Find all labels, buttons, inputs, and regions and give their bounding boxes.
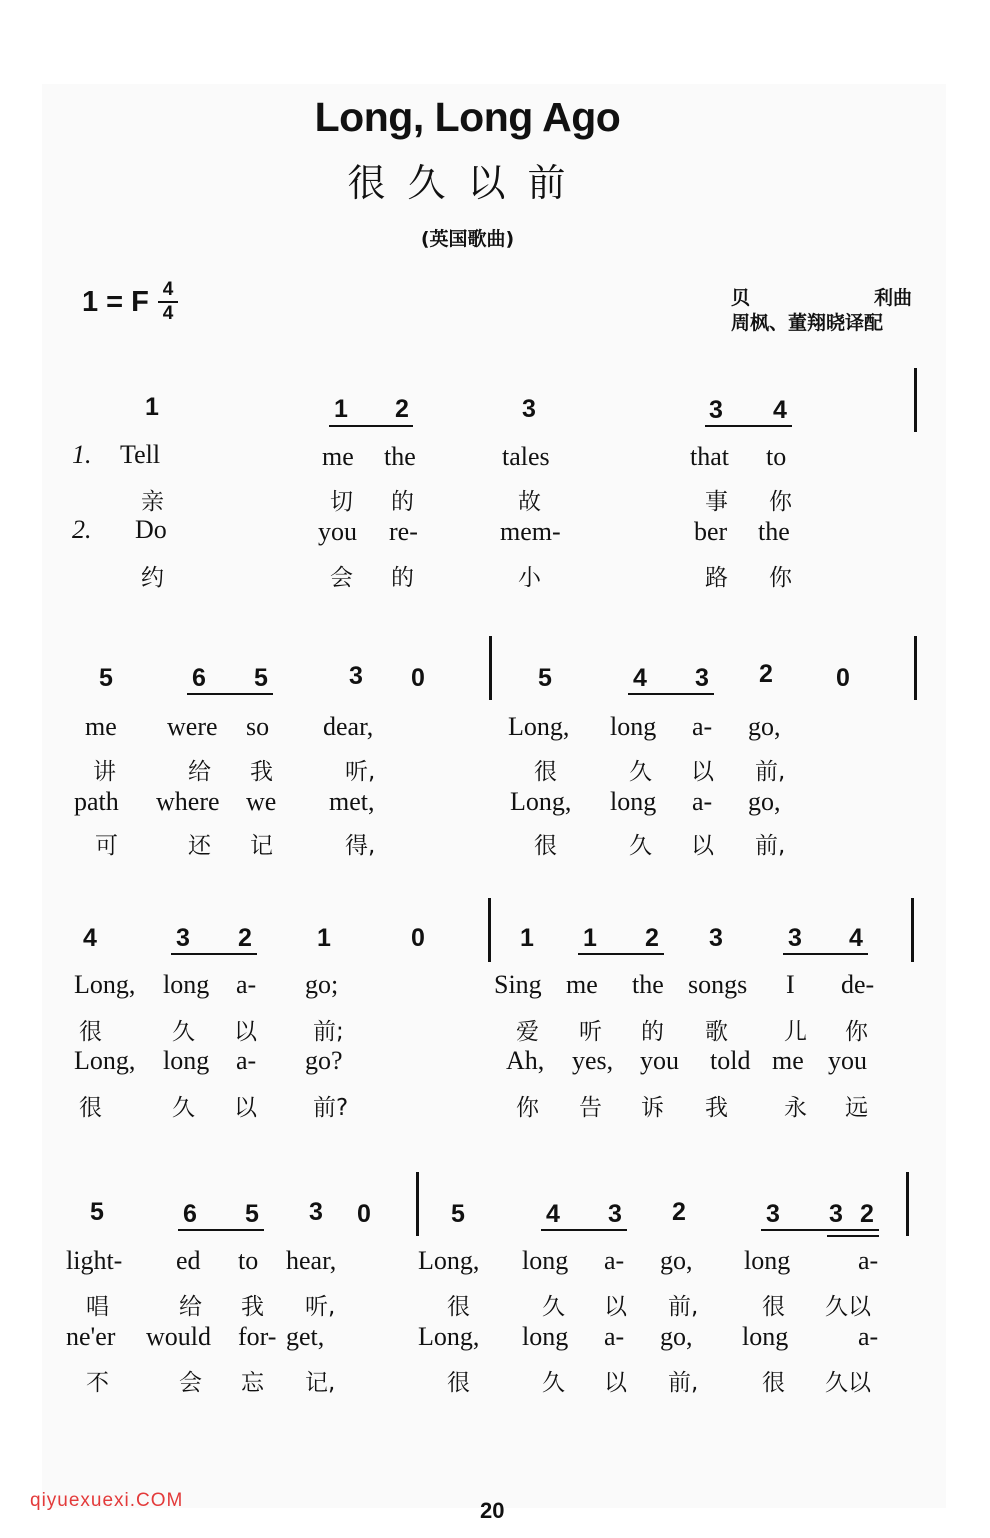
composer-surname: 贝 (731, 287, 751, 309)
note: 4 (773, 396, 787, 424)
lyric-word: Long, (510, 787, 572, 816)
lyric-word: you (318, 517, 357, 546)
lyric-word: long (522, 1246, 569, 1275)
song-title: Long, Long Ago (314, 94, 621, 140)
lyric-char: 你 (769, 489, 792, 515)
lyric-char: 久 (629, 759, 652, 785)
note: 5 (245, 1200, 259, 1228)
lyric-char: 会 (330, 565, 353, 591)
lyric-word: songs (688, 970, 748, 999)
lyric-word: ne'er (66, 1322, 116, 1351)
verse-label: 1. (72, 440, 92, 469)
lyric-word: you (828, 1046, 867, 1075)
key-signature: 1 = F (82, 286, 149, 318)
lyric-char: 得, (345, 833, 376, 859)
lyric-char: 记 (250, 833, 273, 859)
lyric-word: so (246, 712, 270, 741)
lyric-word: a- (692, 787, 713, 816)
lyric-char: 听 (579, 1019, 602, 1045)
lyric-word: you (640, 1046, 679, 1075)
lyric-word: go, (748, 712, 781, 741)
note: 2 (860, 1200, 874, 1228)
lyric-char: 儿 (784, 1019, 807, 1045)
note: 0 (357, 1200, 371, 1228)
lyric-word: dear, (323, 712, 374, 741)
lyric-word: light- (66, 1246, 123, 1275)
lyric-word: the (632, 970, 664, 999)
eighth-beam (329, 425, 413, 427)
lyric-char: 唱 (86, 1294, 109, 1320)
note: 1 (145, 393, 159, 421)
eighth-beam (628, 693, 714, 695)
lyric-char: 前, (668, 1370, 699, 1396)
bar-line (914, 636, 917, 700)
bar-line (911, 898, 914, 962)
lyric-char: 忘 (241, 1370, 264, 1396)
note: 3 (695, 664, 709, 692)
lyric-word: met, (329, 787, 375, 816)
lyric-word: a- (236, 970, 257, 999)
lyric-char: 前, (755, 833, 786, 859)
note: 3 (176, 924, 190, 952)
lyric-word: mem- (500, 517, 561, 546)
note: 5 (254, 664, 268, 692)
time-signature-bottom: 4 (162, 303, 174, 324)
time-signature (158, 280, 178, 324)
lyric-word: that (690, 442, 729, 471)
lyric-word: go? (305, 1046, 343, 1075)
note: 5 (451, 1200, 465, 1228)
lyric-char: 你 (769, 565, 792, 591)
lyric-char: 故 (518, 489, 541, 515)
lyric-char: 听, (305, 1294, 336, 1320)
note: 5 (538, 664, 552, 692)
lyric-word: a- (692, 712, 713, 741)
lyric-word: long (744, 1246, 791, 1275)
lyric-word: Tell (120, 440, 161, 469)
lyric-char: 给 (179, 1294, 202, 1320)
lyric-word: a- (604, 1322, 625, 1351)
lyric-word: tales (502, 442, 550, 471)
lyric-word: get, (286, 1322, 325, 1351)
lyric-char: 给 (188, 759, 211, 785)
lyric-char: 前, (755, 759, 786, 785)
lyric-word: to (238, 1246, 259, 1275)
composer-given: 利曲 (874, 287, 913, 309)
note: 2 (395, 395, 409, 423)
note: 4 (546, 1200, 560, 1228)
lyric-word: long (610, 712, 657, 741)
lyric-char: 的 (391, 565, 414, 591)
lyric-char: 永 (784, 1095, 807, 1121)
eighth-beam (578, 953, 664, 955)
lyric-char: 前? (313, 1095, 349, 1121)
lyric-word: to (766, 442, 787, 471)
lyric-word: go; (305, 970, 339, 999)
lyric-word: long (163, 1046, 210, 1075)
lyric-word: go, (660, 1322, 693, 1351)
lyric-char: 诉 (641, 1095, 664, 1121)
lyric-char: 我 (250, 759, 273, 785)
lyric-word: Long, (74, 970, 136, 999)
lyric-char: 我 (241, 1294, 264, 1320)
eighth-beam (178, 1229, 264, 1231)
lyric-char: 久以 (825, 1294, 871, 1320)
lyric-word: go, (748, 787, 781, 816)
bar-line (906, 1172, 909, 1236)
lyric-char: 很 (79, 1095, 102, 1121)
lyric-char: 前, (668, 1294, 699, 1320)
lyric-word: the (758, 517, 790, 546)
note: 4 (849, 924, 863, 952)
lyric-char: 还 (188, 833, 211, 859)
bar-line (416, 1172, 419, 1236)
eighth-beam (761, 1229, 879, 1231)
lyric-char: 爱 (516, 1019, 539, 1045)
lyric-char: 前; (313, 1019, 344, 1045)
page-number: 20 (480, 1498, 505, 1523)
note: 3 (522, 395, 536, 423)
note: 2 (645, 924, 659, 952)
lyric-char: 久以 (825, 1370, 871, 1396)
note: 4 (633, 664, 647, 692)
lyric-char: 远 (845, 1095, 868, 1121)
note: 1 (583, 924, 597, 952)
verse-label: 2. (72, 515, 92, 544)
eighth-beam (171, 953, 257, 955)
note: 3 (829, 1200, 843, 1228)
lyric-word: the (384, 442, 416, 471)
note: 3 (349, 662, 363, 690)
lyric-char: 会 (179, 1370, 202, 1396)
note: 0 (836, 664, 850, 692)
lyric-char: 久 (172, 1095, 195, 1121)
song-title-chinese: 很久以前 (347, 161, 588, 205)
translators: 周枫、董翔晓译配 (731, 312, 884, 334)
lyric-char: 久 (629, 833, 652, 859)
lyric-char: 以 (234, 1095, 257, 1121)
lyric-word: long (522, 1322, 569, 1351)
lyric-word: long (742, 1322, 789, 1351)
lyric-word: I (786, 970, 795, 999)
bar-line (489, 636, 492, 700)
lyric-word: hear, (286, 1246, 337, 1275)
lyric-word: for- (238, 1322, 277, 1351)
song-origin: (英国歌曲) (420, 228, 515, 250)
lyric-word: yes, (572, 1046, 614, 1075)
note: 3 (709, 396, 723, 424)
lyric-word: a- (858, 1322, 879, 1351)
time-signature-top: 4 (162, 279, 174, 300)
lyric-char: 不 (86, 1370, 109, 1396)
lyric-word: go, (660, 1246, 693, 1275)
lyric-char: 很 (762, 1294, 785, 1320)
lyric-char: 约 (141, 565, 164, 591)
lyric-word: Sing (494, 970, 542, 999)
lyric-char: 很 (534, 759, 557, 785)
lyric-char: 很 (534, 833, 557, 859)
lyric-word: Long, (74, 1046, 136, 1075)
lyric-word: Ah, (506, 1046, 545, 1075)
note: 6 (183, 1200, 197, 1228)
note: 1 (520, 924, 534, 952)
note: 3 (709, 924, 723, 952)
lyric-word: Do (135, 515, 167, 544)
lyric-char: 你 (845, 1019, 868, 1045)
lyric-word: path (74, 787, 119, 816)
lyric-char: 以 (691, 759, 714, 785)
lyric-char: 很 (447, 1370, 470, 1396)
lyric-word: me (85, 712, 117, 741)
lyric-word: would (146, 1322, 211, 1351)
lyric-char: 久 (542, 1370, 565, 1396)
lyric-char: 我 (705, 1095, 728, 1121)
eighth-beam (187, 693, 273, 695)
eighth-beam (705, 425, 792, 427)
lyric-char: 的 (641, 1019, 664, 1045)
lyric-word: we (246, 787, 277, 816)
note: 3 (309, 1198, 323, 1226)
lyric-word: me (772, 1046, 804, 1075)
lyric-char: 讲 (93, 759, 116, 785)
note: 1 (334, 395, 348, 423)
note: 3 (608, 1200, 622, 1228)
lyric-char: 久 (542, 1294, 565, 1320)
eighth-beam (783, 953, 868, 955)
lyric-char: 很 (762, 1370, 785, 1396)
lyric-word: where (156, 787, 220, 816)
note: 2 (759, 660, 773, 688)
lyric-char: 可 (95, 833, 118, 859)
lyric-char: 告 (579, 1095, 602, 1121)
lyric-char: 很 (447, 1294, 470, 1320)
note: 1 (317, 924, 331, 952)
lyric-word: a- (604, 1246, 625, 1275)
note: 3 (788, 924, 802, 952)
sixteenth-beam (827, 1235, 879, 1237)
lyric-word: were (167, 712, 218, 741)
site-watermark: qiyuexuexi.COM (30, 1490, 184, 1511)
lyric-word: Long, (418, 1322, 480, 1351)
lyric-char: 歌 (705, 1019, 728, 1045)
lyric-word: Long, (418, 1246, 480, 1275)
lyric-char: 切 (330, 489, 353, 515)
note: 2 (238, 924, 252, 952)
lyric-char: 事 (705, 489, 728, 515)
lyric-word: de- (841, 970, 875, 999)
eighth-beam (541, 1229, 627, 1231)
lyric-char: 的 (391, 489, 414, 515)
note: 5 (99, 664, 113, 692)
lyric-char: 以 (691, 833, 714, 859)
lyric-char: 以 (234, 1019, 257, 1045)
note: 2 (672, 1198, 686, 1226)
lyric-char: 你 (516, 1095, 539, 1121)
lyric-word: me (566, 970, 598, 999)
bar-line (914, 368, 917, 432)
note: 4 (83, 924, 97, 952)
note: 3 (766, 1200, 780, 1228)
lyric-char: 很 (79, 1019, 102, 1045)
note: 5 (90, 1198, 104, 1226)
note: 0 (411, 664, 425, 692)
lyric-word: told (710, 1046, 751, 1075)
lyric-char: 亲 (141, 489, 164, 515)
lyric-word: Long, (508, 712, 570, 741)
lyric-char: 听, (345, 759, 376, 785)
note: 6 (192, 664, 206, 692)
lyric-char: 小 (518, 565, 541, 591)
lyric-word: long (610, 787, 657, 816)
note: 0 (411, 924, 425, 952)
lyric-word: a- (858, 1246, 879, 1275)
lyric-word: ed (176, 1246, 201, 1275)
lyric-word: ber (694, 517, 728, 546)
lyric-char: 记, (305, 1370, 336, 1396)
bar-line (488, 898, 491, 962)
lyric-char: 路 (705, 565, 728, 591)
lyric-word: me (322, 442, 354, 471)
lyric-char: 久 (172, 1019, 195, 1045)
lyric-char: 以 (604, 1370, 627, 1396)
lyric-word: a- (236, 1046, 257, 1075)
lyric-char: 以 (604, 1294, 627, 1320)
lyric-word: long (163, 970, 210, 999)
lyric-word: re- (389, 517, 418, 546)
